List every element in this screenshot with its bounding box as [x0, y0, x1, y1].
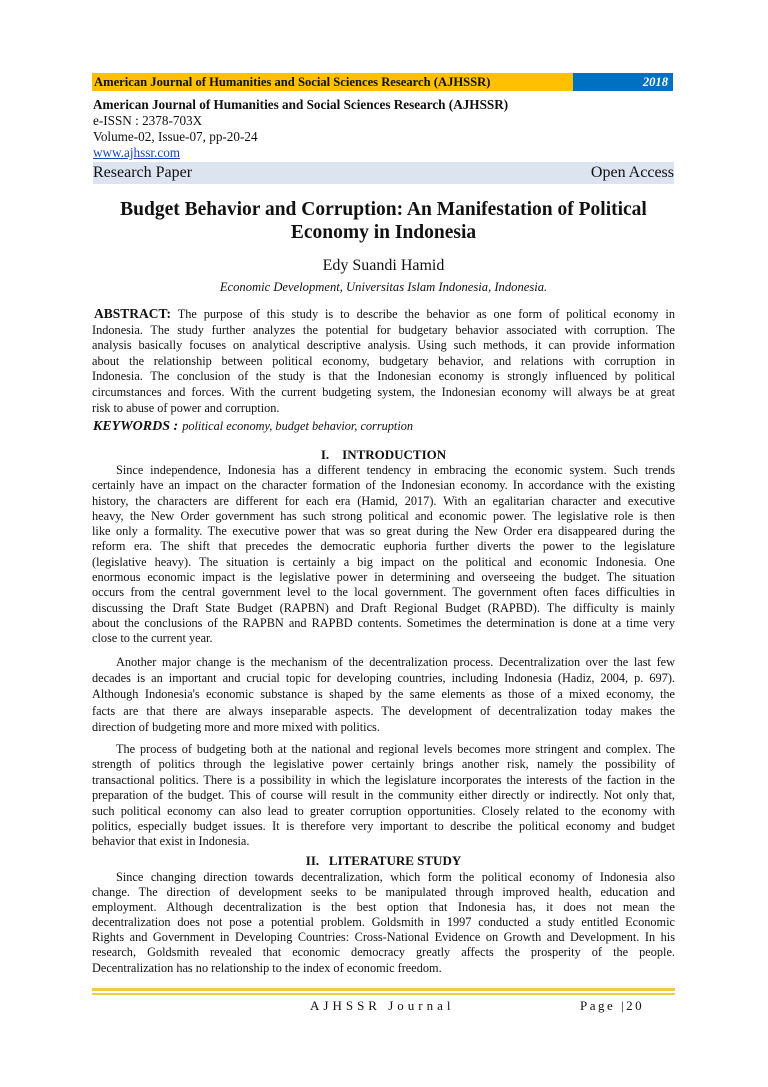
- text-line: Indonesia. The conclusion of the study is that the Indonesian economy is strongly influenced by political: [92, 369, 675, 384]
- author-name: Edy Suandi Hamid: [322, 257, 445, 274]
- text-line: The process of budgeting both at the national and regional levels becomes more stringent and complex. The: [116, 742, 675, 756]
- footer-rule: [92, 993, 675, 995]
- text-line: Rights and Government in Developing Countries: Cross-National Evidence on Growth and Development. In his: [92, 930, 675, 945]
- intro-paragraph: [92, 463, 675, 647]
- text-line: like only a formality. The executive power that was so great during the New Order era disappeared during the: [92, 524, 675, 539]
- paper-title: [92, 198, 675, 244]
- text-line: politics, especially budget issues. It is therefore very important to describe the political economy and budget: [92, 819, 675, 834]
- meta-volume: Volume-02, Issue-07, pp-20-24: [93, 129, 258, 144]
- text-line: analysis basically focuses on analytical descriptive analysis. Using such methods, it can provide information: [92, 338, 675, 353]
- title-line: Economy in Indonesia: [290, 222, 477, 243]
- text-line: circumstances and forces. With the current budgeting system, the Indonesian economy will always be at great: [92, 384, 675, 399]
- journal-header-bar: [92, 73, 674, 91]
- footer-page-number: Page |20: [580, 998, 645, 1013]
- text-line: certainly have an impact on the character formation of the Indonesian economy. In accordance with the existing: [92, 478, 675, 493]
- paper-type: Research Paper: [93, 164, 193, 181]
- footer-rule: [92, 988, 675, 991]
- text-line: Indonesia. The study further analyzes the potential for budgetary behavior associated with corruption. The: [92, 322, 675, 337]
- keywords: [93, 418, 413, 435]
- text-line: strength of politics through the legislative power certainly brings another risk, namely the possibility of: [92, 757, 675, 772]
- intro-paragraph: [92, 654, 675, 735]
- text-line: Decentralization has no relationship to the index of economic freedom.: [92, 960, 442, 975]
- text-line: occurs from the central government level to the local government. The government often faces difficulties in: [92, 585, 675, 600]
- text-line: (legislative heavy). The situation is certainly a big impact on the political and economic Indonesia. One: [92, 554, 675, 569]
- keywords-label: KEYWORDS :: [93, 419, 179, 434]
- intro-paragraph: [92, 742, 675, 850]
- text-line: heavy, the New Order government has such strong political and economic power. The legislative role is then: [92, 508, 675, 523]
- text-line: about the conclusions of the RAPBN and RAPBD contents. Sometimes the determination is done at a time very: [92, 615, 675, 630]
- text-line: research, Goldsmith revealed that economic democracy greatly affects the prosperity of the people.: [92, 945, 675, 960]
- website-link[interactable]: www.ajhssr.com: [93, 145, 181, 160]
- keywords-text: political economy, budget behavior, corruption: [182, 419, 414, 433]
- text-line: change. The direction of development seeks to be manipulated through improved health, education and: [92, 885, 675, 900]
- text-line: Although Indonesia's economic substance is shaped by the same elements as those of a mixed economy, the: [92, 687, 675, 702]
- text-line: discussing the Draft State Budget (RAPBN) and Draft Regional Budget (RAPBD). The difficulty is mainly: [92, 600, 675, 615]
- literature-paragraph: [92, 870, 675, 976]
- header-journal-name: American Journal of Humanities and Social Sciences Research (AJHSSR): [92, 73, 573, 91]
- text-line: Another major change is the mechanism of the decentralization process. Decentralization over the last few: [116, 655, 675, 669]
- text-line: risk to abuse of power and corruption.: [92, 400, 280, 415]
- author-affiliation: Economic Development, Universitas Islam Indonesia, Indonesia.: [219, 280, 548, 294]
- text-line: decentralization does not pose a potential problem. Goldsmith in 1997 conducted a study entitled Economic: [92, 915, 675, 930]
- abstract: [92, 306, 675, 416]
- text-line: about the relationship between political economy, budgetary behavior, and relations with corruption in: [92, 353, 675, 368]
- text-line: history, the characters are different for each era (Hamid, 2017). With an egalitarian character and executive: [92, 493, 675, 508]
- text-line: reform era. The shift that precedes the democratic euphoria further diverts the power to the legislature: [92, 539, 675, 554]
- meta-issn: e-ISSN : 2378-703X: [93, 113, 203, 128]
- paper-type-bar: [93, 162, 674, 184]
- header-year: 2018: [573, 73, 674, 91]
- meta-journal: American Journal of Humanities and Social Sciences Research (AJHSSR): [93, 97, 509, 112]
- journal-meta: [93, 97, 508, 161]
- footer-journal: AJHSSR Journal: [310, 998, 455, 1013]
- title-line: Budget Behavior and Corruption: An Manifestation of Political: [120, 199, 647, 220]
- text-line: transactional politics. There is a possibility in which the legislature incorporates the interests of the faction in the: [92, 772, 675, 787]
- text-line: direction of budgeting more and more mixed with politics.: [92, 719, 380, 734]
- abstract-label: ABSTRACT:: [94, 306, 172, 321]
- access-type: Open Access: [590, 164, 674, 181]
- text-line: such political economy can also lead to greater corruption opportunities. Closely related to the economy with: [92, 803, 675, 818]
- abstract-text: The purpose of this study is to describe the behavior as one form of political economy in: [171, 307, 675, 321]
- text-line: behavior that exist in Indonesia.: [92, 834, 250, 849]
- text-line: facts are that there are always inseparable aspects. The development of decentralization today makes the: [92, 703, 675, 718]
- text-line: decades is an important and crucial topic for developing countries, including Indonesia (Hadiz, 2004, p. 697).: [92, 671, 675, 686]
- section-heading-literature: II. LITERATURE STUDY: [305, 853, 462, 868]
- text-line: close to the current year.: [92, 631, 213, 646]
- text-line: enormous economic impact is the legislative power in determining and overseeing the budget. The situation: [92, 570, 675, 585]
- section-heading-introduction: I. INTRODUCTION: [320, 447, 447, 462]
- text-line: employment. Although decentralization is the best option that Indonesia has, it does not mean the: [92, 900, 675, 915]
- text-line: Since independence, Indonesia has a different tendency in embracing the economic system. Such trends: [116, 463, 675, 477]
- text-line: Since changing direction towards decentralization, which form the political economy of Indonesia also: [116, 870, 675, 884]
- text-line: preparation of the budget. This of course will result in the community either directly or indirectly. Not only that,: [92, 788, 675, 803]
- text-line: [92, 306, 675, 323]
